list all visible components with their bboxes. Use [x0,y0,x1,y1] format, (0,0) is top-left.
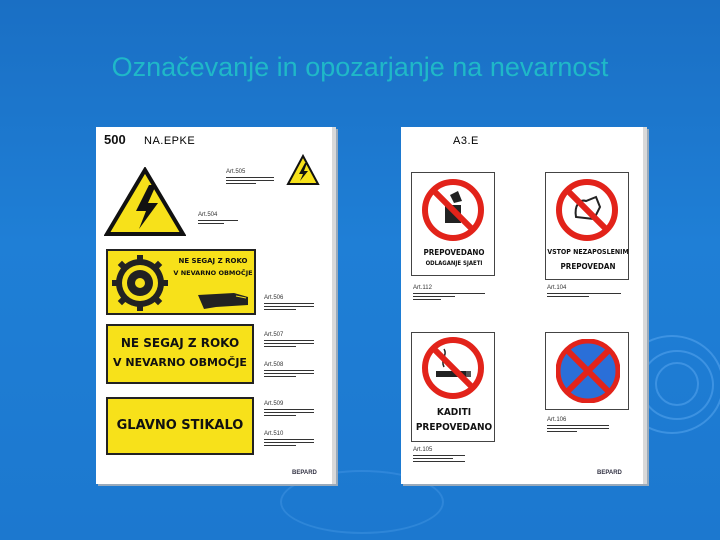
sign-no-smoking [411,332,495,442]
art-code: Art.507 [264,332,284,338]
sign-no-stopping [545,332,629,410]
sign-main-switch [106,397,254,455]
art-code: Art.508 [264,362,284,368]
sign-gear-label-1: NE SEGAJ Z ROKO [178,257,248,265]
sheet-heading: A3.E [453,135,479,147]
sign-text-warning [106,324,254,384]
right-catalog-sheet [401,127,647,484]
art-code: Art.105 [413,447,433,453]
slide-title: Označevanje in opozarjanje na nevarnost [111,52,609,82]
sign-label: PREPOVEDAN [560,262,616,271]
sheet-badge: 100 [409,132,431,147]
no-stopping-icon [556,339,620,403]
high-voltage-icon [286,154,320,186]
sign-label: PREPOVEDANO [423,248,485,257]
sign-label: VSTOP NEZAPOSLENIM [547,248,629,256]
art-code: Art.504 [198,212,218,218]
sheet-heading: NA.EPKE [144,135,196,147]
sign-no-dumping [411,172,495,276]
art-code: Art.506 [264,295,284,301]
brand-logo: BEPARD [292,470,317,476]
no-dumping-icon [422,179,484,241]
sign-label: PREPOVEDANO [415,422,493,433]
sign-text-line-2: V NEVARNO OBMOČJE [113,356,247,369]
sheet-badge: 500 [104,132,126,147]
art-code: Art.505 [226,169,246,175]
high-voltage-icon [104,167,186,237]
art-code: Art.509 [264,401,284,407]
sign-switch-label: GLAVNO STIKALO [116,418,244,433]
no-smoking-icon [422,337,484,399]
left-catalog-sheet [96,127,336,484]
no-entry-hand-icon [556,179,618,241]
sign-label: ODLAGANJE SJAETI [425,260,483,267]
sign-gear-warning [106,249,256,315]
sign-gear-label-2: V NEVARNO OBMOČJE [173,269,253,277]
gear-icon [112,255,168,311]
art-code: Art.112 [413,285,432,291]
sign-label: KADITI [436,407,472,418]
art-code: Art.104 [547,285,567,291]
brand-logo: BEPARD [597,470,622,476]
sign-no-entry [545,172,629,280]
sign-text-line-1: NE SEGAJ Z ROKO [120,336,240,350]
hand-icon [196,287,252,311]
art-code: Art.106 [547,417,567,423]
art-code: Art.510 [264,431,284,437]
